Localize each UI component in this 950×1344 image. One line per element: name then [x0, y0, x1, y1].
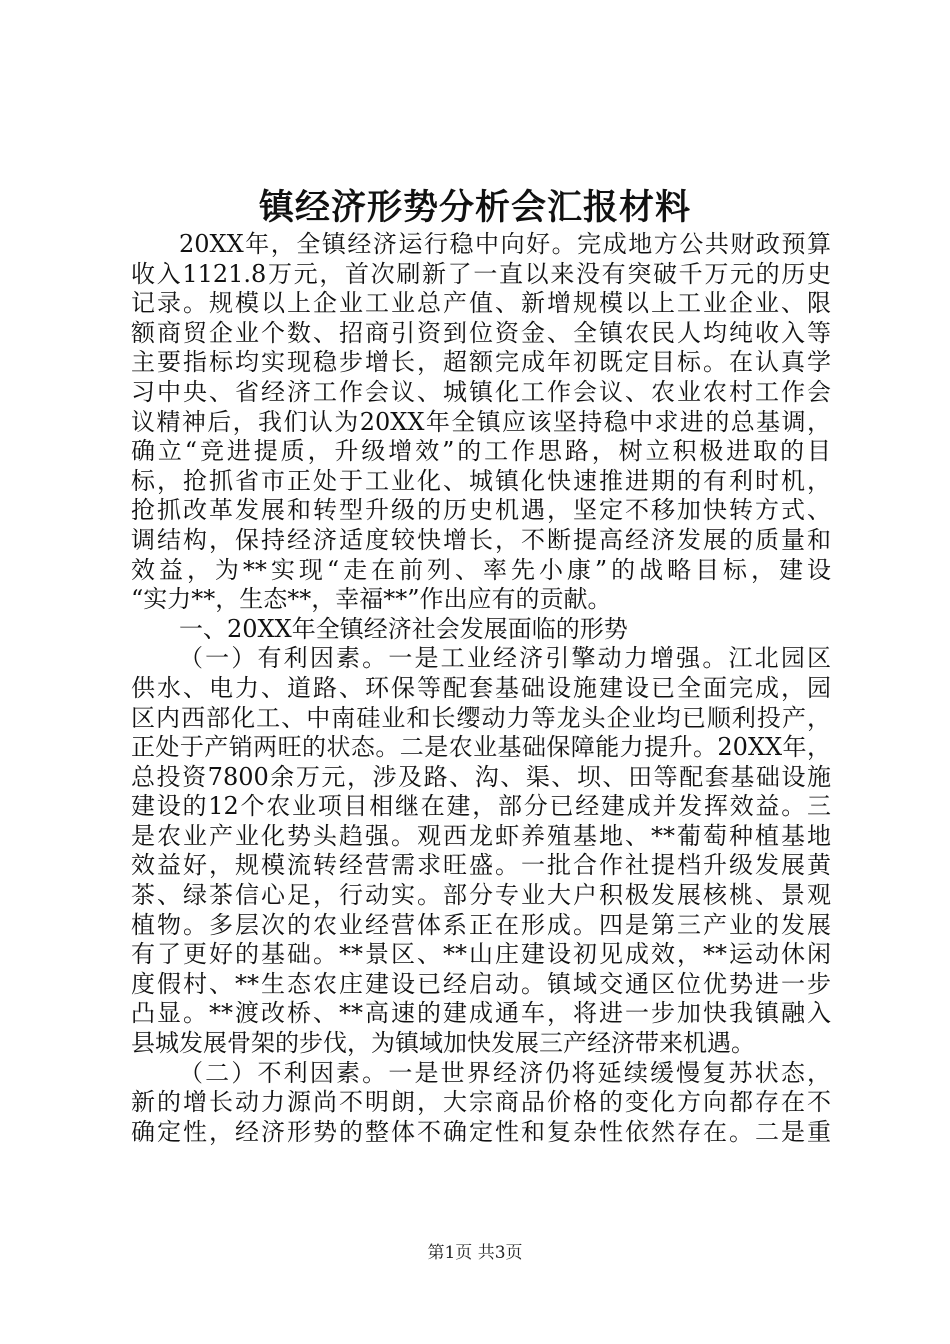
- document-title: 镇经济形势分析会汇报材料: [258, 187, 691, 228]
- text-line: 主要指标均实现稳步增长，超额完成年初既定目标。在认真学: [131, 348, 831, 377]
- text-line: 凸显。**渡改桥、**高速的建成通车，将进一步加快我镇融入: [131, 999, 831, 1028]
- text-line: （一）有利因素。一是工业经济引擎动力增强。江北园区: [179, 644, 831, 673]
- text-line: （二）不利因素。一是世界经济仍将延续缓慢复苏状态，: [179, 1058, 831, 1087]
- text-line: “实力**，生态**，幸福**”作出应有的贡献。: [131, 585, 612, 614]
- text-line: 20XX年，全镇经济运行稳中向好。完成地方公共财政预算: [179, 230, 831, 258]
- page-number-footer: 第1页 共3页: [427, 1243, 523, 1263]
- text-line: 县城发展骨架的步伐，为镇域加快发展三产经济带来机遇。: [131, 1029, 755, 1058]
- text-line: 记录。规模以上企业工业总产值、新增规模以上工业企业、限: [131, 289, 831, 318]
- text-line: 供水、电力、道路、环保等配套基础设施建设已全面完成，园: [131, 673, 831, 702]
- text-line: 抢抓改革发展和转型升级的历史机遇，坚定不移加快转方式、: [131, 496, 831, 525]
- text-line: 议精神后，我们认为20XX年全镇应该坚持稳中求进的总基调，: [131, 407, 831, 436]
- text-line: 植物。多层次的农业经营体系正在形成。四是第三产业的发展: [131, 910, 831, 939]
- section-heading: 一、20XX年全镇经济社会发展面临的形势: [179, 614, 628, 643]
- text-line: 效益，为**实现“走在前列、率先小康”的战略目标，建设: [131, 555, 831, 584]
- text-line: 有了更好的基础。**景区、**山庄建设初见成效，**运动休闲: [131, 940, 831, 969]
- text-line: 额商贸企业个数、招商引资到位资金、全镇农民人均纯收入等: [131, 318, 831, 347]
- text-line: 标，抢抓省市正处于工业化、城镇化快速推进期的有利时机，: [131, 466, 831, 495]
- text-line: 正处于产销两旺的状态。二是农业基础保障能力提升。20XX年，: [131, 733, 831, 762]
- text-line: 调结构，保持经济适度较快增长，不断提高经济发展的质量和: [131, 525, 831, 554]
- text-line: 确立“竞进提质，升级增效”的工作思路，树立积极进取的目: [131, 437, 831, 466]
- text-line: 新的增长动力源尚不明朗，大宗商品价格的变化方向都存在不: [131, 1088, 831, 1117]
- text-line: 总投资7800余万元，涉及路、沟、渠、坝、田等配套基础设施: [131, 762, 831, 791]
- text-line: 习中央、省经济工作会议、城镇化工作会议、农业农村工作会: [131, 377, 831, 406]
- text-line: 区内西部化工、中南硅业和长缨动力等龙头企业均已顺利投产，: [131, 703, 831, 732]
- text-line: 收入1121.8万元，首次刷新了一直以来没有突破千万元的历史: [131, 259, 831, 288]
- text-line: 建设的12个农业项目相继在建，部分已经建成并发挥效益。三: [131, 792, 831, 821]
- text-line: 是农业产业化势头趋强。观西龙虾养殖基地、**葡萄种植基地: [131, 821, 831, 850]
- text-line: 效益好，规模流转经营需求旺盛。一批合作社提档升级发展黄: [131, 851, 831, 880]
- document-body: [131, 230, 831, 1147]
- text-line: 茶、绿茶信心足，行动实。部分专业大户积极发展核桃、景观: [131, 881, 831, 910]
- text-line: 度假村、**生态农庄建设已经启动。镇域交通区位优势进一步: [131, 969, 831, 998]
- text-line: 确定性，经济形势的整体不确定性和复杂性依然存在。二是重: [131, 1117, 831, 1146]
